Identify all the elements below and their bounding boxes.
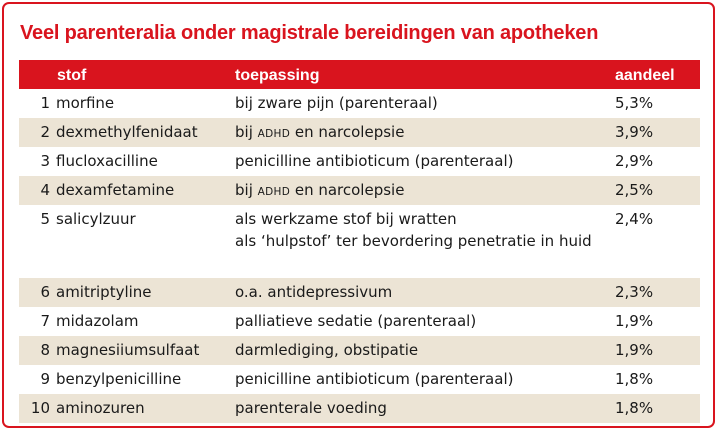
row-aandeel: 3,9% [615,123,654,141]
header-stof: stof [57,67,87,84]
toepassing-line: als werkzame stof bij wratten [235,210,457,228]
row-number: 2 [40,123,50,141]
abbreviation: ADHD [257,186,291,198]
row-stof: benzylpenicilline [56,370,182,388]
row-toepassing: palliatieve sedatie (parenteraal) [235,312,477,330]
header-nr [19,60,50,89]
abbreviation: ADHD [257,128,291,140]
row-number: 8 [40,341,50,359]
data-table [19,60,700,423]
header-toepassing: toepassing [235,67,320,84]
row-number: 4 [40,181,50,199]
row-stof: amitriptyline [56,283,152,301]
table-header-row [19,60,700,89]
row-toepassing [232,118,615,147]
toepassing-text: bij [235,123,258,141]
row-aandeel: 1,9% [615,312,654,330]
row-aandeel: 1,8% [615,399,654,417]
row-aandeel: 1,8% [615,370,654,388]
row-aandeel: 2,5% [615,181,654,199]
row-toepassing: o.a. antidepressivum [235,283,393,301]
toepassing-line: als ‘hulpstof’ ter bevordering penetratie in huid [235,232,592,250]
table-row [19,394,700,423]
row-stof: midazolam [56,312,139,330]
row-stof: morfine [56,94,115,112]
row-stof: dexamfetamine [56,181,175,199]
table-row [19,89,700,118]
header-aandeel: aandeel [615,67,675,84]
table-row [19,176,700,205]
row-number: 10 [30,399,50,417]
row-number: 7 [40,312,50,330]
table-row [19,147,700,176]
table-row [19,336,700,365]
toepassing-text: en narcolepsie [290,123,405,141]
table-row [19,118,700,147]
row-toepassing: penicilline antibioticum (parenteraal) [235,152,514,170]
row-stof: magnesiiumsulfaat [56,341,200,359]
row-number: 5 [40,210,50,228]
table-row [19,205,700,278]
row-toepassing: parenterale voeding [235,399,387,417]
table-row [19,365,700,394]
table-row [19,307,700,336]
row-toepassing: darmlediging, obstipatie [235,341,419,359]
row-aandeel: 2,9% [615,152,654,170]
row-aandeel: 1,9% [615,341,654,359]
row-stof: flucloxacilline [56,152,158,170]
row-toepassing [232,176,615,205]
row-number: 3 [40,152,50,170]
toepassing-text: en narcolepsie [290,181,405,199]
row-toepassing: penicilline antibioticum (parenteraal) [235,370,514,388]
table-row [19,278,700,307]
toepassing-text: bij [235,181,258,199]
row-aandeel: 5,3% [615,94,654,112]
row-toepassing [232,205,615,278]
row-number: 6 [40,283,50,301]
row-toepassing: bij zware pijn (parenteraal) [235,94,438,112]
row-aandeel: 2,3% [615,283,654,301]
row-aandeel: 2,4% [615,210,654,228]
row-number: 9 [40,370,50,388]
row-stof: salicylzuur [56,210,136,228]
page-title: Veel parenteralia onder magistrale bereidingen van apotheken [20,22,599,44]
row-stof: aminozuren [56,399,145,417]
row-stof: dexmethylfenidaat [56,123,198,141]
row-number: 1 [40,94,50,112]
